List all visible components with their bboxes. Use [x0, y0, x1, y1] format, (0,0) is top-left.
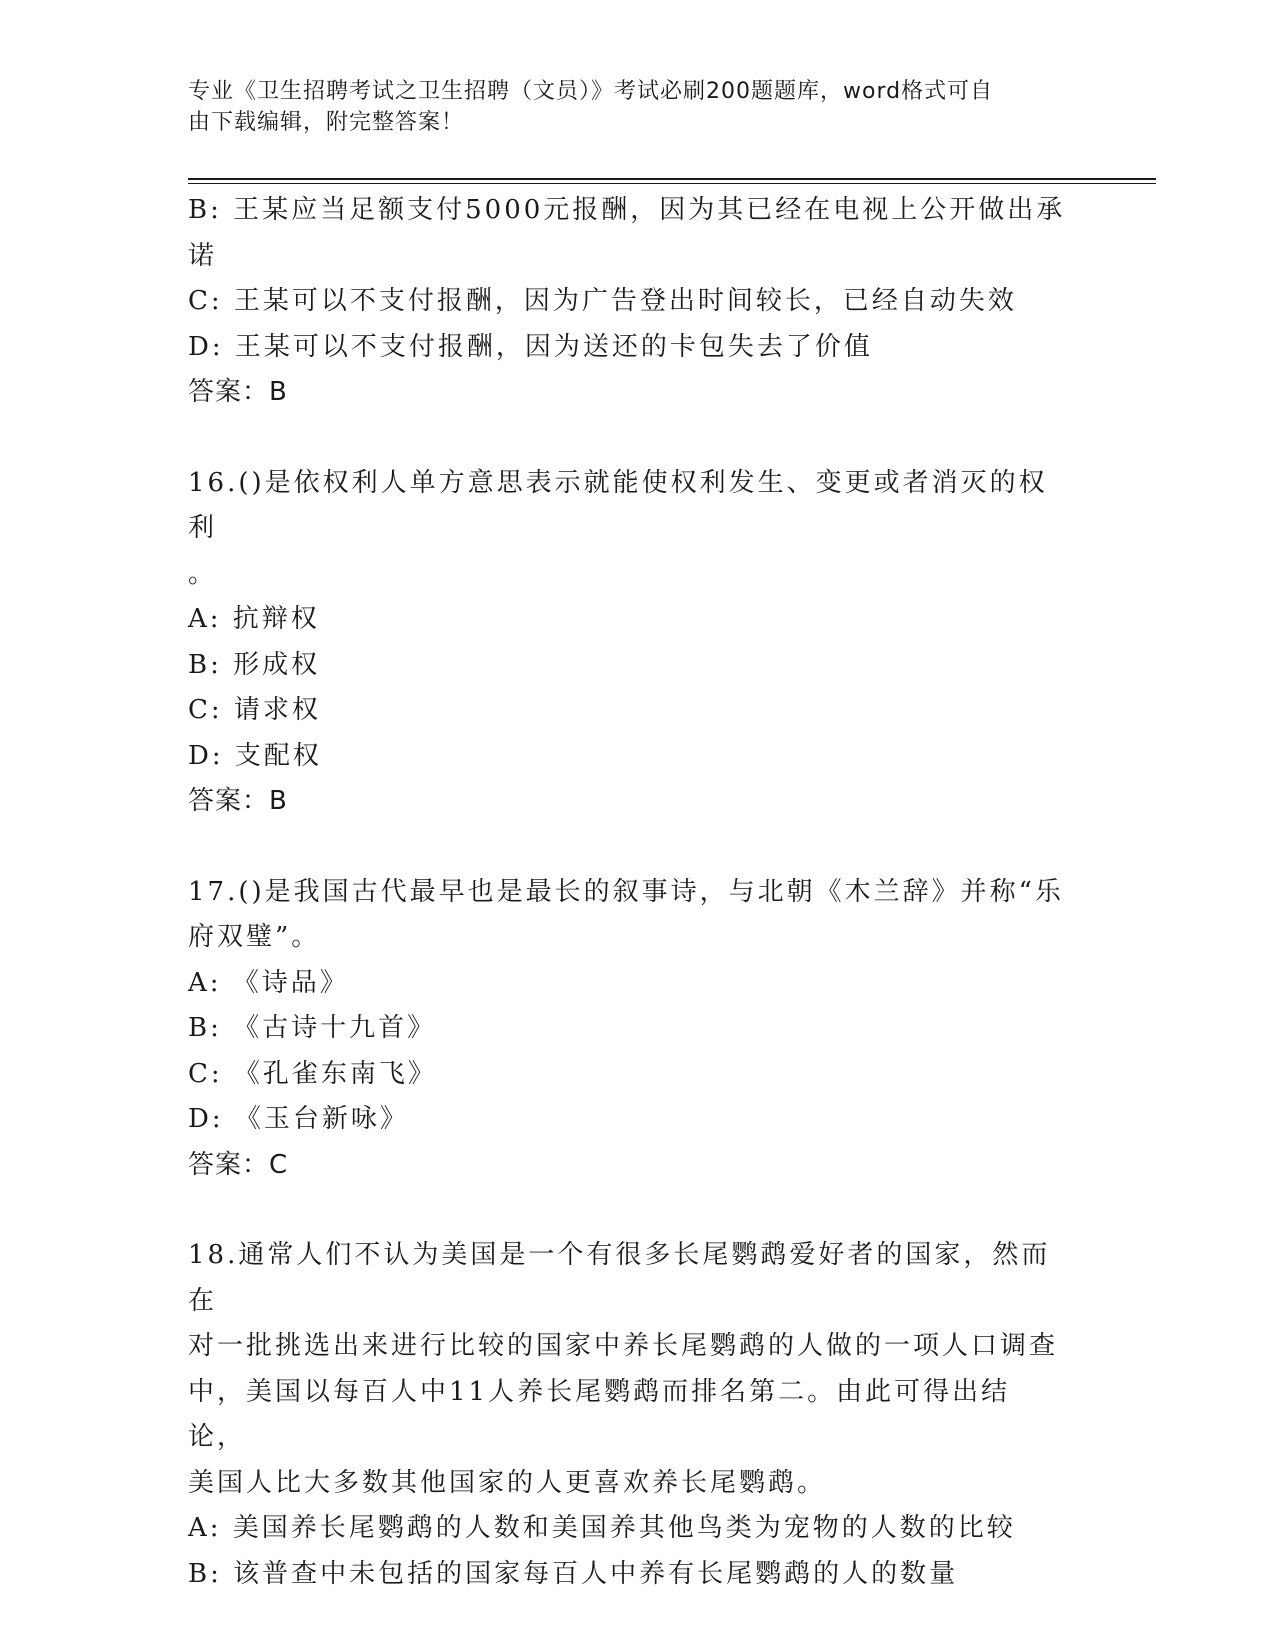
q16-option-c: C: 请求权 — [188, 695, 321, 725]
q15-option-d: D: 王某可以不支付报酬，因为送还的卡包失去了价值 — [188, 331, 873, 362]
q15-option-c: C: 王某可以不支付报酬，因为广告登出时间较长，已经自动失效 — [188, 286, 1017, 316]
spacer — [188, 825, 1068, 870]
document-body — [188, 188, 1068, 1597]
q16-stem-line-2: 。 — [188, 558, 218, 589]
q15-answer: 答案：B — [188, 377, 288, 407]
question-17 — [188, 870, 1068, 1189]
q18-option-a: A: 美国养长尾鹦鹉的人数和美国养其他鸟类为宠物的人数的比较 — [188, 1513, 1016, 1543]
q17-option-a: A: 《诗品》 — [188, 967, 349, 998]
spacer — [188, 1188, 1068, 1233]
question-18 — [188, 1233, 1068, 1597]
q18-stem-line-1: 18.通常人们不认为美国是一个有很多长尾鹦鹉爱好者的国家，然而在 — [188, 1240, 1051, 1316]
q16-answer: 答案：B — [188, 786, 288, 816]
q15-option-b-line-1: B: 王某应当足额支付5000元报酬，因为其已经在电视上公开做出承 — [188, 195, 1066, 225]
q18-stem-line-4: 美国人比大多数其他国家的人更喜欢养长尾鹦鹉。 — [188, 1467, 827, 1498]
q18-stem-line-3: 中，美国以每百人中11人养长尾鹦鹉而排名第二。由此可得出结论， — [188, 1376, 1011, 1452]
spacer — [188, 416, 1068, 461]
q17-stem-line-2: 府双璧”。 — [188, 922, 321, 952]
q16-option-b: B: 形成权 — [188, 649, 321, 680]
q16-option-a: A: 抗辩权 — [188, 604, 320, 634]
q17-answer: 答案：C — [188, 1149, 289, 1180]
document-header — [188, 76, 1068, 138]
header-line-1: 专业《卫生招聘考试之卫生招聘（文员）》考试必刷200题题库，word格式可自 — [188, 79, 994, 104]
q17-stem-line-1: 17.()是我国古代最早也是最长的叙事诗，与北朝《木兰辞》并称“乐 — [188, 876, 1064, 907]
question-16 — [188, 461, 1068, 825]
q18-stem-line-2: 对一批挑选出来进行比较的国家中养长尾鹦鹉的人做的一项人口调查 — [188, 1331, 1059, 1361]
q17-option-d: D: 《玉台新咏》 — [188, 1104, 409, 1134]
header-rule-thick — [188, 178, 1156, 180]
header-rule-thin — [188, 183, 1156, 184]
q17-option-c: C: 《孔雀东南飞》 — [188, 1058, 437, 1089]
q16-option-d: D: 支配权 — [188, 740, 322, 771]
q18-option-b: B: 该普查中未包括的国家每百人中养有长尾鹦鹉的人的数量 — [188, 1558, 959, 1589]
header-line-2: 由下载编辑，附完整答案！ — [188, 110, 465, 135]
question-15 — [188, 188, 1068, 416]
q16-stem-line-1: 16.()是依权利人单方意思表示就能使权利发生、变更或者消灭的权利 — [188, 467, 1048, 543]
q15-option-b-line-2: 诺 — [188, 240, 218, 271]
q17-option-b: B: 《古诗十九首》 — [188, 1013, 437, 1043]
